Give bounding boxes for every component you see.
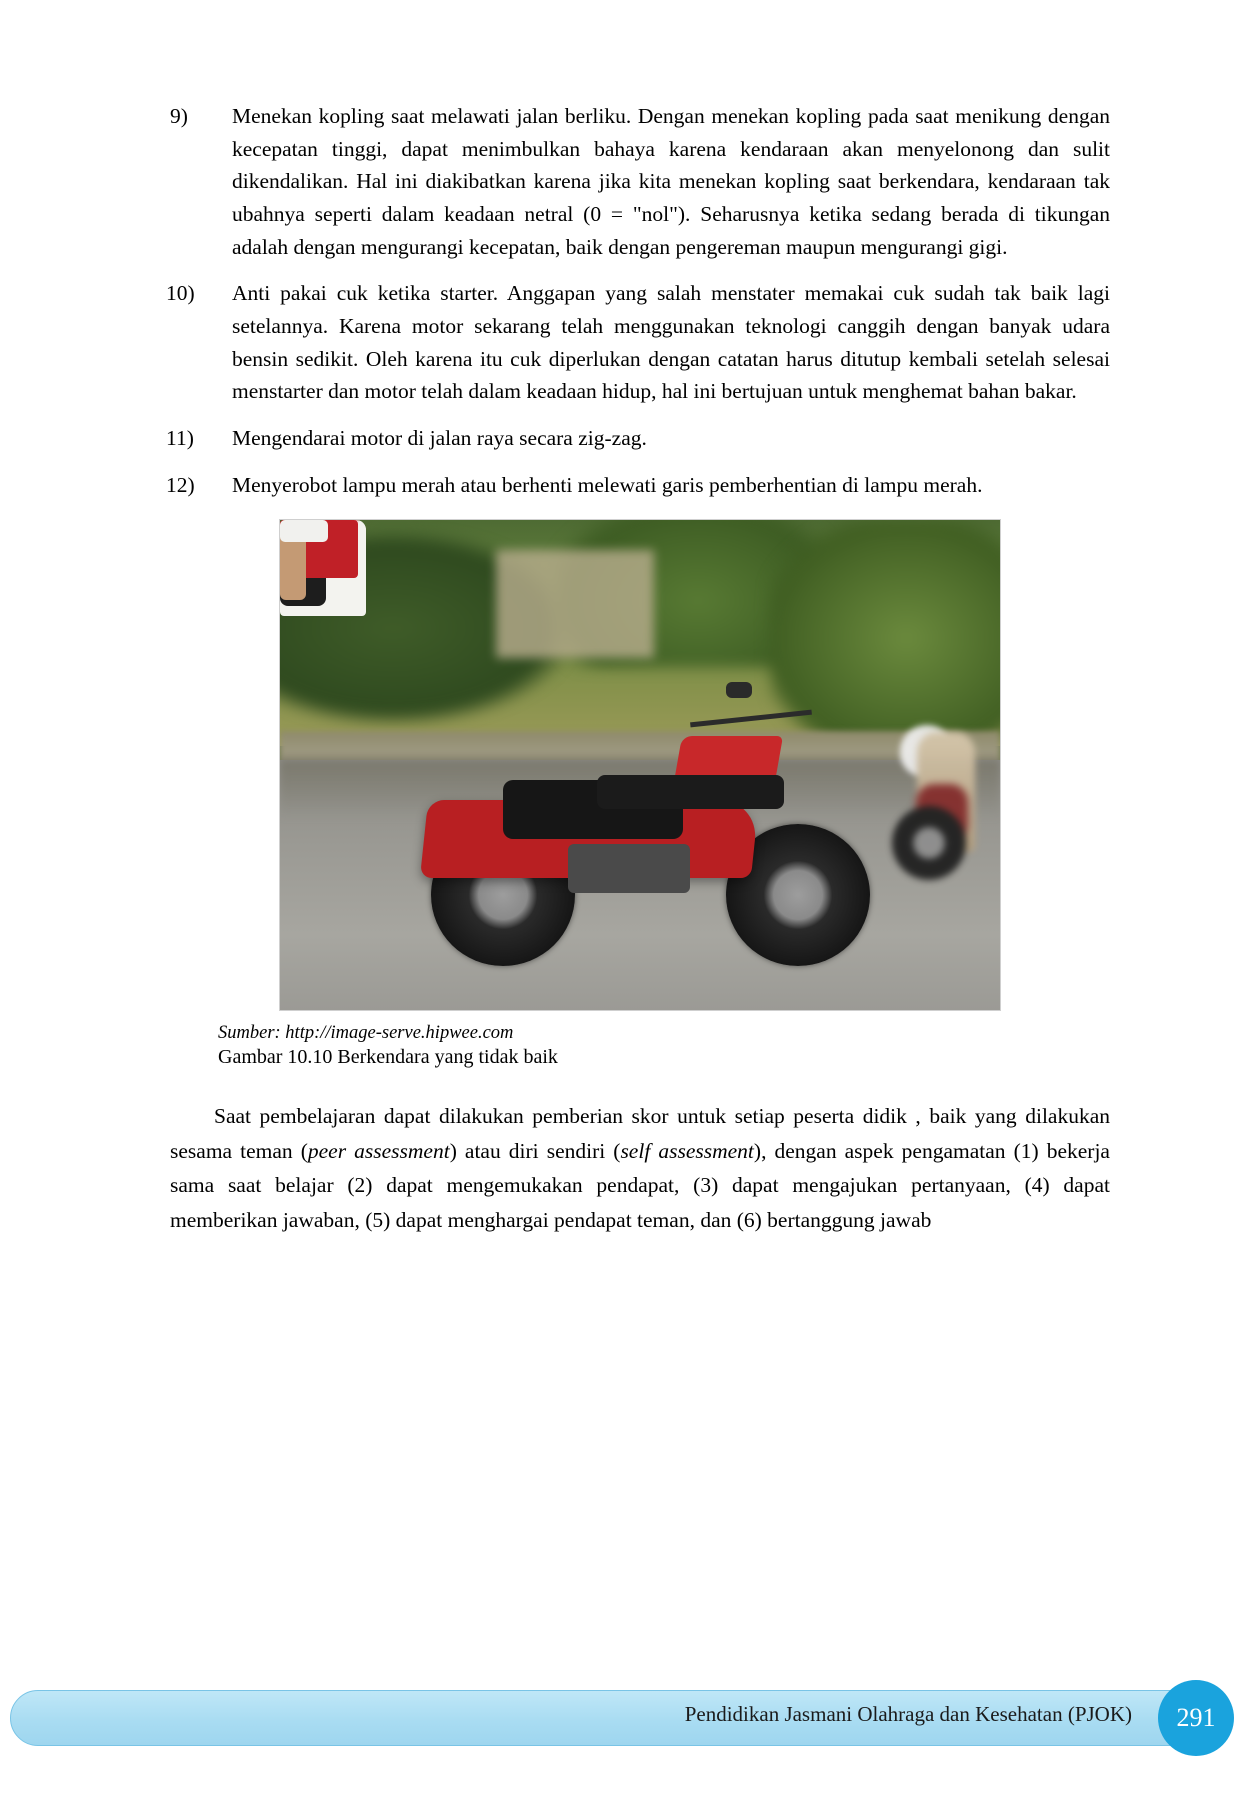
- rider-shoe: [280, 520, 328, 542]
- list-item-number: 12): [166, 472, 195, 497]
- figure: [170, 519, 1110, 1069]
- list-item: [166, 469, 1110, 502]
- paragraph-part-1: Saat pembelajaran dapat dilakukan pemberian skor untuk setiap peserta didik , baik yang dilakukan sesama teman (: [170, 1104, 1110, 1163]
- list-item: [170, 100, 1110, 263]
- list-item: [166, 422, 1110, 455]
- figure-caption: Gambar 10.10 Berkendara yang tidak baik: [218, 1046, 558, 1069]
- page-footer: [0, 1686, 1260, 1748]
- list-item-text: Menekan kopling saat melawati jalan berliku. Dengan menekan kopling pada saat menikung dengan kecepatan tinggi, dapat menimbulkan bahaya karena kendaraan akan menyelonong dan sulit dikendalikan. Hal ini diakibatkan karena jika kita menekan kopling saat berkendara, kendaraan tak ubahnya seperti dalam keadaan netral (0 = "nol"). Seharusnya ketika sedang berada di tikungan adalah dengan mengurangi kecepatan, baik dengan pengereman maupun mengurangi gigi.: [232, 104, 1110, 259]
- motorcycle-mirror: [726, 682, 752, 698]
- paragraph-part-3: ), dengan aspek pengamatan (1) bekerja sama saat belajar (2) dapat mengemukakan pendapat, (3) dapat mengajukan pertanyaan, (4) dapat memberikan jawaban, (5) dapat menghargai pendapat teman, dan (6) bertanggung jawab: [170, 1138, 1110, 1232]
- background-wheel: [892, 806, 966, 880]
- list-item-number: 9): [170, 104, 188, 128]
- motorcycle-seat: [597, 775, 784, 809]
- list-item-number: 10): [166, 281, 195, 306]
- figure-photo: [279, 519, 1001, 1011]
- list-item-text: Mengendarai motor di jalan raya secara zig-zag.: [232, 426, 647, 451]
- paragraph-italic-2: self assessment: [620, 1138, 754, 1163]
- photo-wall: [496, 550, 654, 658]
- list-item-text: Menyerobot lampu merah atau berhenti melewati garis pemberhentian di lampu merah.: [232, 472, 983, 497]
- paragraph-part-2: ) atau diri sendiri (: [449, 1138, 621, 1163]
- list-item-number: 11): [166, 426, 194, 451]
- paragraph-italic-1: peer assessment: [307, 1138, 450, 1163]
- footer-title: Pendidikan Jasmani Olahraga dan Kesehatan (PJOK): [684, 1702, 1132, 1726]
- page-number-badge: 291: [1158, 1680, 1234, 1756]
- list-item-text: Anti pakai cuk ketika starter. Anggapan yang salah menstater memakai cuk sudah tak baik lagi setelannya. Karena motor sekarang telah menggunakan teknologi canggih dengan banyak udara bensin sedikit. Oleh karena itu cuk diperlukan dengan catatan harus ditutup kembali setelah selesai menstarter dan motor telah dalam keadaan hidup, hal ini bertujuan untuk menghemat bahan bakar.: [232, 281, 1110, 404]
- motorcycle-engine: [568, 844, 690, 893]
- list-item: [166, 277, 1110, 408]
- numbered-list: [166, 100, 1110, 501]
- figure-source: Sumber: http://image-serve.hipwee.com: [218, 1023, 514, 1044]
- page-content: [166, 100, 1110, 1258]
- body-paragraph: [170, 1099, 1110, 1237]
